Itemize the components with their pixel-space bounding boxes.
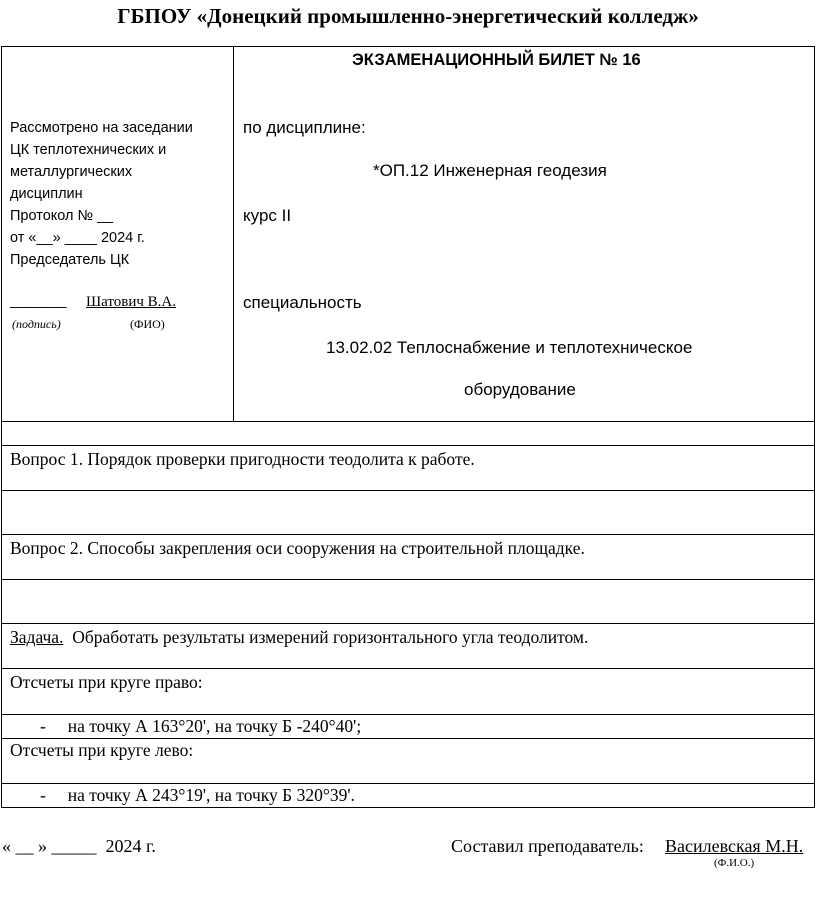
approval-line: от «__» ____ 2024 г. <box>10 230 145 246</box>
specialty-label: специальность <box>243 293 362 312</box>
row-divider <box>1 783 815 784</box>
discipline-label: по дисциплине: <box>243 118 366 137</box>
approval-line: ЦК теплотехнических и <box>10 142 167 158</box>
row-divider <box>1 738 815 739</box>
footer-date: « __ » _____ 2024 г. <box>2 836 156 856</box>
row-divider <box>1 668 815 669</box>
approval-line: металлургических <box>10 164 133 180</box>
specialty-line-2: оборудование <box>464 380 576 399</box>
specialty-line-1: 13.02.02 Теплоснабжение и теплотехническое <box>326 338 693 357</box>
name-caption: (ФИО) <box>130 317 165 331</box>
row-divider <box>1 490 815 491</box>
chair-name: Шатович В.А. <box>86 294 176 310</box>
signature-blank: _______ <box>10 293 67 309</box>
approval-line: дисциплин <box>10 186 83 202</box>
signature-caption: (подпись) <box>12 317 61 331</box>
question-1: Вопрос 1. Порядок проверки пригодности теодолита к работе. <box>10 449 475 469</box>
row-divider <box>1 421 815 422</box>
row-divider <box>1 445 815 446</box>
task-row <box>10 627 588 648</box>
approval-block <box>10 117 193 271</box>
approval-line: Рассмотрено на заседании <box>10 120 193 136</box>
footer-name-caption: (Ф.И.О.) <box>714 857 755 869</box>
question-2: Вопрос 2. Способы закрепления оси сооружения на строительной площадке. <box>10 538 585 558</box>
document-title: ГБПОУ «Донецкий промышленно-энергетический колледж» <box>117 4 699 28</box>
column-divider <box>233 46 234 422</box>
ticket-heading: ЭКЗАМЕНАЦИОННЫЙ БИЛЕТ № 16 <box>352 51 641 69</box>
row-divider <box>1 714 815 715</box>
discipline-name: *ОП.12 Инженерная геодезия <box>373 161 607 180</box>
task-text: Обработать результаты измерений горизонтального угла теодолитом. <box>63 627 589 647</box>
compiled-by-label: Составил преподаватель: <box>451 836 644 856</box>
teacher-name: Василевская М.Н. <box>665 836 804 856</box>
task-label: Задача. <box>10 627 64 647</box>
left-circle-readings: - на точку А 243°19', на точку Б 320°39'. <box>40 785 355 805</box>
row-divider <box>1 534 815 535</box>
right-circle-readings: - на точку А 163°20', на точку Б -240°40'; <box>40 716 362 736</box>
right-circle-label: Отсчеты при круге право: <box>10 672 203 692</box>
approval-line: Протокол № __ <box>10 208 114 224</box>
left-circle-label: Отсчеты при круге лево: <box>10 740 194 760</box>
course-label: курс II <box>243 206 292 225</box>
row-divider <box>1 623 815 624</box>
row-divider <box>1 579 815 580</box>
approval-line: Председатель ЦК <box>10 252 130 268</box>
